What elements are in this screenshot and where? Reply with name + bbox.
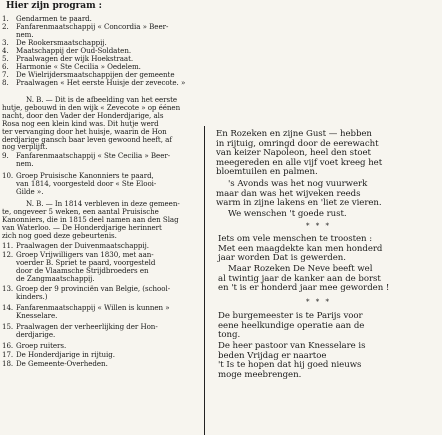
list-item: 17. De Honderdjarige in rijtuig. <box>2 350 115 359</box>
paragraph-troosten: Iets om vele menschen te troosten : Met een maagdekte kan men honderd jaar worden Dat is gewerden. <box>218 234 383 264</box>
program-heading: Hier zijn program : <box>6 1 102 11</box>
list-item: 14. Fanfarenmaatschappij « Willen is kunnen » Knesselare. <box>2 303 170 320</box>
list-item: 4. Maatschappij der Oud-Soldaten. <box>2 46 132 55</box>
list-item: 1. Gendarmen te paard. <box>2 14 92 23</box>
list-item: 10. Groep Pruisische Kanonniers te paard, van 1814, voorgesteld door « Ste Elooi- Gilde ». <box>2 171 157 196</box>
section-separator: * * * <box>306 222 331 230</box>
paragraph-kanker: Maar Rozeken De Neve beeft wel al twintig jaar de kanker aan de borst en 't is er honderd jaar mee geworden ! <box>218 264 390 294</box>
paragraph-burgemeester: De burgemeester is te Parijs voor eene heelkundige operatie aan de tong. <box>218 311 365 341</box>
note-zevecote: N. B. — Dit is de afbeelding van het eerste hutje, gebouwd in den wijk « Zevecote » op éénen nacht, door den Vader der Honderdjarige, als Rosa nog een klein kind was. Dit hutje werd ter vervanging door het huisje, waarin de Hon derdjarige gansch baar leven gewoond heeft, af nog verplijft. <box>2 95 181 152</box>
list-item: 7. De Wielrijdersmaatschappijen der gemeente <box>2 70 175 79</box>
paragraph-rozeken-stoet: En Rozeken en zijne Gust — hebben in rijtuig, omringd door de eerewacht van keizer Napoleon, heel den stoet meegereden en alle vijf voet kreeg het bloemtuilen en palmen. <box>216 129 383 178</box>
note-waterloo: N. B. — In 1814 verbleven in deze gemeen- te, ongeveer 5 weken, een aantal Pruisische Kanonniers, die in 1815 deel namen aan den Slag van Waterloo. — De Honderdjarige herinnert zich nog goed deze gebeurtenis. <box>2 199 180 240</box>
column-divider <box>204 126 205 435</box>
news-column <box>206 0 442 435</box>
list-item: 12. Groep Vrijwilligers van 1830, met aan- voerder B. Spriet te paard, voorgesteld door de Vlaamsche Strijdbroeders en de Zangmaatschappij. <box>2 250 156 283</box>
list-item: 13. Groep der 9 provinciën van Belgie, (school- kinders.) <box>2 284 171 301</box>
list-item: 3. De Rookersmaatschappij. <box>2 38 107 47</box>
section-separator: * * * <box>306 298 331 306</box>
list-item: 18. De Gemeente-Overheden. <box>2 359 108 368</box>
list-item: 5. Praalwagen der wijk Hoekstraat. <box>2 54 134 63</box>
paragraph-goede-rust: We wenschen 't goede rust. <box>228 209 347 219</box>
list-item: 16. Groep ruiters. <box>2 341 67 350</box>
paragraph-vuurwerk: 's Avonds was het nog vuurwerk maar dan was het wijveken reeds warm in zijne lakens en 'liet ze vieren. <box>216 179 382 209</box>
list-item: 11. Praalwagen der Duivenmaatschappij. <box>2 241 149 250</box>
list-item: 9. Fanfarenmaatschappij « Ste Cecilia » Beer- nem. <box>2 151 171 168</box>
list-item: 2. Fanfarenmaatschappij « Concordia » Beer- nem. <box>2 22 169 39</box>
list-item: 8. Praalwagen « Het eerste Huisje der zevecote. » <box>2 78 186 87</box>
paragraph-pastoor: De heer pastoor van Knesselare is beden Vrijdag er naartoe 't Is te hopen dat hij goed nieuws moge meebrengen. <box>218 341 366 380</box>
program-column <box>2 0 204 435</box>
list-item: 6. Harmonie « Ste Cecilia » Oedelem. <box>2 62 141 71</box>
list-item: 15. Praalwagen der verheerlijking der Hon- derdjarige. <box>2 322 158 339</box>
